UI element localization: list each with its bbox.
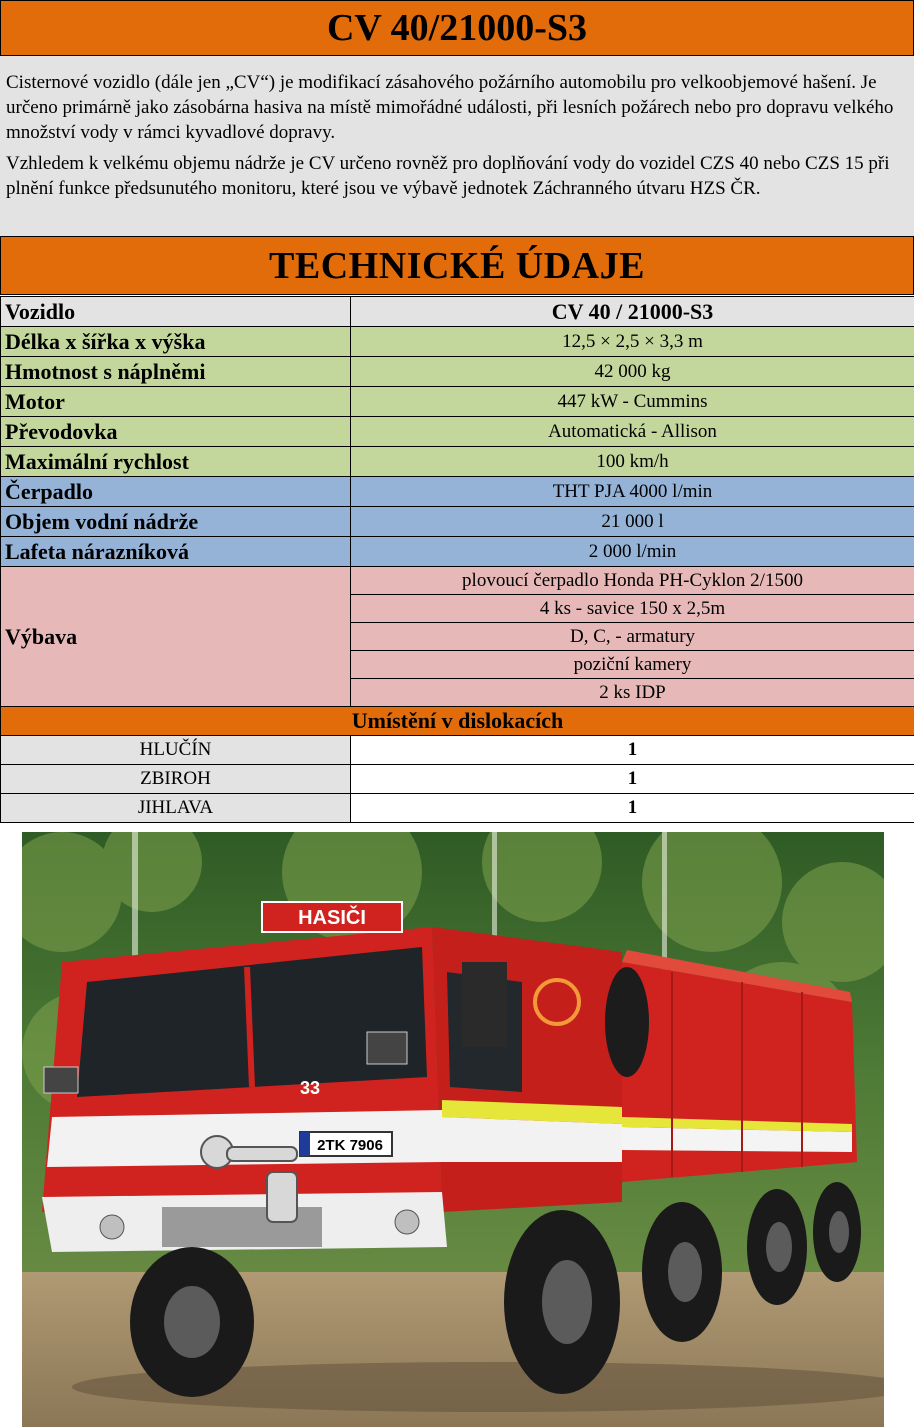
spec-value: 2 000 l/min xyxy=(351,537,914,567)
spec-label: Maximální rychlost xyxy=(1,447,351,477)
intro-section xyxy=(0,56,914,236)
table-row xyxy=(1,417,914,447)
equipment-item: 4 ks - savice 150 x 2,5m xyxy=(351,595,914,623)
location-name: ZBIROH xyxy=(1,765,351,794)
spec-label: Vozidlo xyxy=(1,297,351,327)
table-row xyxy=(1,387,914,417)
location-name: HLUČÍN xyxy=(1,736,351,765)
spec-value: 100 km/h xyxy=(351,447,914,477)
page-title: CV 40/21000-S3 xyxy=(0,0,914,56)
spec-value: 21 000 l xyxy=(351,507,914,537)
cab-side-white-band xyxy=(442,1117,622,1162)
wheel xyxy=(813,1182,861,1282)
mirror-left xyxy=(44,1067,78,1093)
location-count: 1 xyxy=(351,794,914,823)
spec-value: CV 40 / 21000-S3 xyxy=(351,297,914,327)
location-name: JIHLAVA xyxy=(1,794,351,823)
location-count: 1 xyxy=(351,765,914,794)
spec-label: Délka x šířka x výška xyxy=(1,327,351,357)
spec-label: Čerpadlo xyxy=(1,477,351,507)
license-plate-eu-band xyxy=(300,1132,310,1156)
table-row xyxy=(1,567,914,595)
table-row xyxy=(1,537,914,567)
intro-paragraph-1: Cisternové vozidlo (dále jen „CV“) je modifikací zásahového požárního automobilu pro velkoobjemové hašení. Je určeno primárně jako zásobárna hasiva na místě mimořádné události, při lesních požárech nebo pro dopravu velkého množství vody v rámci kyvadlové dopravy. xyxy=(6,72,894,143)
spec-label: Převodovka xyxy=(1,417,351,447)
spec-label: Hmotnost s náplněmi xyxy=(1,357,351,387)
location-count: 1 xyxy=(351,736,914,765)
equipment-label: Výbava xyxy=(1,567,351,707)
fog-light-right xyxy=(395,1210,419,1234)
spare-tyre xyxy=(605,967,649,1077)
technical-data-heading: TECHNICKÉ ÚDAJE xyxy=(0,236,914,295)
equipment-item: plovoucí čerpadlo Honda PH-Cyklon 2/1500 xyxy=(351,567,914,595)
spec-label: Lafeta nárazníková xyxy=(1,537,351,567)
equipment-item: poziční kamery xyxy=(351,651,914,679)
spec-value: 12,5 × 2,5 × 3,3 m xyxy=(351,327,914,357)
spec-value: Automatická - Allison xyxy=(351,417,914,447)
table-row xyxy=(1,707,914,736)
table-row xyxy=(1,357,914,387)
table-row xyxy=(1,327,914,357)
table-row xyxy=(1,507,914,537)
table-row xyxy=(1,297,914,327)
mirror-right xyxy=(367,1032,407,1064)
side-mirror-large xyxy=(462,962,507,1047)
table-row xyxy=(1,794,914,823)
spec-label: Motor xyxy=(1,387,351,417)
table-row xyxy=(1,447,914,477)
table-row xyxy=(1,477,914,507)
spec-label: Objem vodní nádrže xyxy=(1,507,351,537)
wheel xyxy=(504,1210,620,1394)
fire-truck-photo xyxy=(22,832,884,1427)
wheel xyxy=(747,1189,807,1305)
spec-value: 42 000 kg xyxy=(351,357,914,387)
equipment-item: 2 ks IDP xyxy=(351,679,914,707)
equipment-item: D, C, - armatury xyxy=(351,623,914,651)
license-plate-text: 2TK 7906 xyxy=(317,1137,383,1154)
cab-text: HASIČI xyxy=(298,907,366,929)
locations-heading: Umístění v dislokacích xyxy=(1,707,914,736)
wheel xyxy=(642,1202,722,1342)
table-row xyxy=(1,736,914,765)
fog-light-left xyxy=(100,1215,124,1239)
spec-value: THT PJA 4000 l/min xyxy=(351,477,914,507)
intro-paragraph-2: Vzhledem k velkému objemu nádrže je CV určeno rovněž pro doplňování vody do vozidel CZS 40 nebo CZS 15 při plnění funkce předsunutého monitoru, které jsou ve výbavě jednotek Záchranného útvaru HZS ČR. xyxy=(6,153,890,199)
table-row xyxy=(1,765,914,794)
spec-value: 447 kW - Cummins xyxy=(351,387,914,417)
unit-number: 33 xyxy=(299,1078,321,1098)
spec-table xyxy=(0,296,914,823)
wheel xyxy=(130,1247,254,1397)
